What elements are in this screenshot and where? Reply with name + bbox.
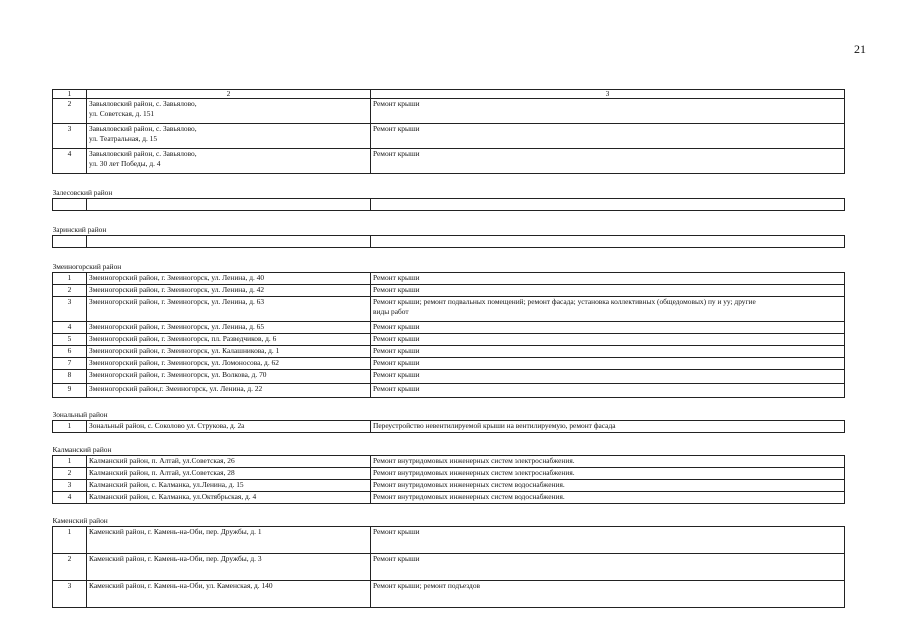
header-row: [53, 90, 845, 99]
row-work-type: Ремонт внутридомовых инженерных систем электроснабжения.: [371, 456, 845, 468]
table-row: [53, 527, 845, 554]
district-name: Заринский район: [53, 211, 845, 236]
row-work-type: Ремонт крыши: [371, 322, 845, 334]
row-number: 1: [53, 456, 87, 468]
table-row: [53, 370, 845, 384]
row-work-type: Ремонт крыши: [371, 124, 845, 149]
row-address: [87, 199, 371, 211]
row-work-type: Ремонт крыши: [371, 149, 845, 174]
row-work-type: Ремонт внутридомовых инженерных систем электроснабжения.: [371, 468, 845, 480]
district-name: Зональный район: [53, 398, 845, 421]
row-number: 7: [53, 358, 87, 370]
district-section-row: [53, 433, 845, 456]
row-number: 3: [53, 581, 87, 608]
row-number: 4: [53, 149, 87, 174]
row-number: 3: [53, 480, 87, 492]
district-section-row: [53, 248, 845, 273]
row-work-type: Ремонт внутридомовых инженерных систем водоснабжения.: [371, 492, 845, 504]
empty-row: [53, 236, 845, 248]
row-address: Каменский район, г. Камень-на-Оби, пер. Дружбы, д. 1: [87, 527, 371, 554]
empty-row: [53, 199, 845, 211]
table-row: [53, 322, 845, 334]
table-row: [53, 124, 845, 149]
row-work-type: Ремонт крыши: [371, 527, 845, 554]
row-address: Калманский район, п. Алтай, ул.Советская, 28: [87, 468, 371, 480]
row-address: Каменский район, г. Камень-на-Оби, пер. Дружбы, д. 3: [87, 554, 371, 581]
row-work-type: Ремонт крыши: [371, 273, 845, 285]
row-number: 3: [53, 297, 87, 322]
row-work-type: [371, 199, 845, 211]
row-work-type: Ремонт крыши: [371, 384, 845, 398]
table-row: [53, 273, 845, 285]
row-work-type: Ремонт крыши: [371, 370, 845, 384]
row-number: 1: [53, 273, 87, 285]
row-number: 4: [53, 492, 87, 504]
row-address: Завьяловский район, с. Завьялово, ул. Театральная, д. 15: [87, 124, 371, 149]
row-address: Завьяловский район, с. Завьялово, ул. 30 лет Победы, д. 4: [87, 149, 371, 174]
district-section-row: [53, 174, 845, 199]
row-work-type: Ремонт крыши: [371, 346, 845, 358]
header-col-address: 2: [87, 90, 371, 99]
district-name: Змеиногорский район: [53, 248, 845, 273]
row-number: 1: [53, 527, 87, 554]
row-address: [87, 236, 371, 248]
row-address: Змеиногорский район, г. Змеиногорск, ул. Ленина, д. 40: [87, 273, 371, 285]
row-address: Змеиногорский район, г. Змеиногорск, ул. Ленина, д. 65: [87, 322, 371, 334]
table-row: [53, 346, 845, 358]
row-number: 8: [53, 370, 87, 384]
table-row: [53, 468, 845, 480]
table-row: [53, 384, 845, 398]
table-row: [53, 297, 845, 322]
district-name: Калманский район: [53, 433, 845, 456]
row-number: 4: [53, 322, 87, 334]
row-work-type: Ремонт крыши: [371, 285, 845, 297]
table-row: [53, 554, 845, 581]
row-work-type: Ремонт крыши: [371, 334, 845, 346]
district-section-row: [53, 398, 845, 421]
row-number: [53, 199, 87, 211]
row-work-type: Ремонт крыши: [371, 358, 845, 370]
row-number: 9: [53, 384, 87, 398]
row-work-type: Переустройство невентилируемой крыши на вентилируемую, ремонт фасада: [371, 421, 845, 433]
row-work-type: Ремонт крыши; ремонт подвальных помещений; ремонт фасада; установка коллективных (общедомовых) пу и уу; другие виды работ: [371, 297, 845, 322]
row-address: Калманский район, с. Калманка, ул.Октябрьская, д. 4: [87, 492, 371, 504]
row-address: Змеиногорский район, г. Змеиногорск, ул. Ленина, д. 42: [87, 285, 371, 297]
row-work-type: Ремонт крыши: [371, 99, 845, 124]
row-address: Завьяловский район, с. Завьялово, ул. Советская, д. 151: [87, 99, 371, 124]
row-address: Калманский район, п. Алтай, ул.Советская, 26: [87, 456, 371, 468]
table-row: [53, 492, 845, 504]
table-row: [53, 99, 845, 124]
row-work-type: Ремонт крыши: [371, 554, 845, 581]
table-row: [53, 456, 845, 468]
row-number: 5: [53, 334, 87, 346]
row-address: Каменский район, г. Камень-на-Оби, ул. Каменская, д. 140: [87, 581, 371, 608]
row-work-type: Ремонт внутридомовых инженерных систем водоснабжения.: [371, 480, 845, 492]
table-row: [53, 334, 845, 346]
table-row: [53, 149, 845, 174]
row-address: Змеиногорский район, г. Змеиногорск, пл. Разведчиков, д. 6: [87, 334, 371, 346]
row-address: Калманский район, с. Калманка, ул.Ленина, д. 15: [87, 480, 371, 492]
row-number: 2: [53, 468, 87, 480]
header-col-work: 3: [371, 90, 845, 99]
page-number: 21: [854, 42, 866, 56]
table-body: [53, 90, 845, 608]
row-number: 2: [53, 554, 87, 581]
row-address: Змеиногорский район, г. Змеиногорск, ул. Калашникова, д. 1: [87, 346, 371, 358]
row-number: [53, 236, 87, 248]
table-row: [53, 285, 845, 297]
district-section-row: [53, 211, 845, 236]
district-name: Каменский район: [53, 504, 845, 527]
row-address: Змеиногорский район,г. Змеиногорск, ул. Ленина, д. 22: [87, 384, 371, 398]
table-row: [53, 358, 845, 370]
row-number: 1: [53, 421, 87, 433]
row-address: Змеиногорский район, г. Змеиногорск, ул. Ломоносова, д. 62: [87, 358, 371, 370]
district-section-row: [53, 504, 845, 527]
district-name: Залесовский район: [53, 174, 845, 199]
table-row: [53, 480, 845, 492]
row-number: 2: [53, 99, 87, 124]
row-number: 3: [53, 124, 87, 149]
row-number: 2: [53, 285, 87, 297]
table-row: [53, 421, 845, 433]
row-address: Зональный район, с. Соколово ул. Струкова, д. 2а: [87, 421, 371, 433]
row-number: 6: [53, 346, 87, 358]
row-address: Змеиногорский район, г. Змеиногорск, ул. Ленина, д. 63: [87, 297, 371, 322]
header-col-number: 1: [53, 90, 87, 99]
row-work-type: Ремонт крыши; ремонт подъездов: [371, 581, 845, 608]
row-work-type: [371, 236, 845, 248]
repair-list-table: [52, 89, 845, 608]
table-row: [53, 581, 845, 608]
row-address: Змеиногорский район, г. Змеиногорск, ул. Волкова, д. 70: [87, 370, 371, 384]
